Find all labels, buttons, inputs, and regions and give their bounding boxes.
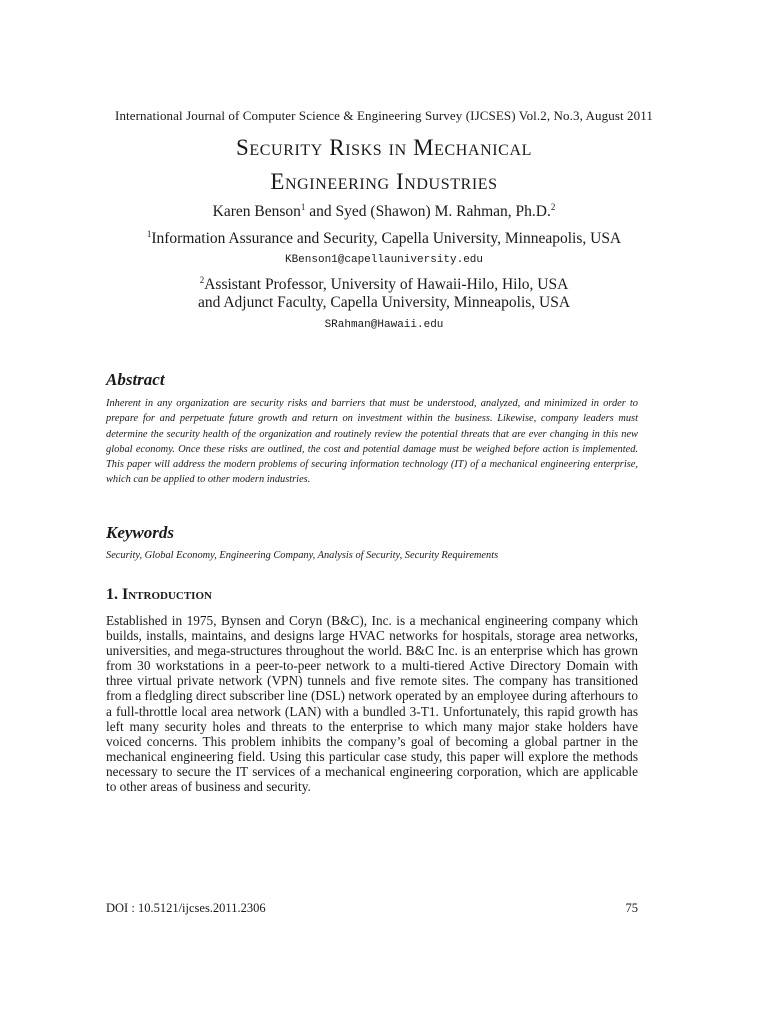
paper-title-line-1: Security Risks in Mechanical <box>236 135 532 160</box>
journal-header: International Journal of Computer Science & Engineering Survey (IJCSES) Vol.2, No.3, August 2011 <box>115 108 653 123</box>
affiliation-2-mark: 2 <box>199 274 205 285</box>
section-title: Introduction <box>122 586 212 603</box>
keywords-heading: Keywords <box>106 523 174 542</box>
author-2-name: and Syed (Shawon) M. Rahman, Ph.D. <box>305 203 551 220</box>
affiliation-2 <box>0 276 768 312</box>
affiliation-2-line-1: Assistant Professor, University of Hawaii-Hilo, Hilo, USA <box>204 276 569 293</box>
abstract-heading: Abstract <box>106 370 165 389</box>
doi-footer: DOI : 10.5121/ijcses.2011.2306 <box>106 901 266 915</box>
affiliation-1 <box>0 230 768 248</box>
author-1-email: KBenson1@capellauniversity.edu <box>284 254 484 266</box>
affiliation-2-line-2: and Adjunct Faculty, Capella University, Minneapolis, USA <box>197 294 571 311</box>
affiliation-1-mark: 1 <box>146 228 152 239</box>
paper-title-line-2: Engineering Industries <box>270 169 498 194</box>
author-1-affiliation-mark: 1 <box>300 201 306 212</box>
introduction-paragraph: Established in 1975, Bynsen and Coryn (B&C), Inc. is a mechanical engineering company which builds, installs, maintains, and designs large HVAC networks for hospitals, storage area networks, universities, and mega-structures throughout the world. B&C Inc. is an enterprise which has grown from 30 workstations in a peer-to-peer network to a multi-tiered Active Directory Domain with three virtual private network (VPN) tunnels and five remote sites. The company has transitioned from a fledgling direct subscriber line (DSL) network operated by an employee during afterhours to a full-throttle local area network (LAN) with a bundled 3-T1. Unfortunately, this rapid growth has left many security holes and threats to the enterprise to which many major stake holders have voiced concerns. This problem inhibits the company’s goal of becoming a global partner in the mechanical engineering field. Using this particular case study, this paper will explore the methods necessary to secure the IT services of a mechanical engineering corporation, which are applicable to other areas of business and security. <box>106 613 638 795</box>
section-number: 1. <box>106 586 122 603</box>
page-number: 75 <box>625 901 638 915</box>
author-1-name: Karen Benson <box>212 203 301 220</box>
section-heading-introduction <box>106 586 212 604</box>
affiliation-1-text: Information Assurance and Security, Capella University, Minneapolis, USA <box>151 230 622 247</box>
keywords-text: Security, Global Economy, Engineering Company, Analysis of Security, Security Requirements <box>106 550 499 561</box>
abstract-text: Inherent in any organization are security risks and barriers that must be understood, analyzed, and minimized in order to prepare for and perpetuate future growth and return on investment within the business. Likewise, company leaders must determine the security health of the organization and routinely review the potential threats that are ever changing in this new global economy. Once these risks are outlined, the cost and potential damage must be weighed before action is implemented. This paper will address the modern problems of securing information technology (IT) of a mechanical engineering enterprise, which can be applied to other modern industries. <box>106 398 638 486</box>
author-2-email: SRahman@Hawaii.edu <box>324 319 444 331</box>
author-list <box>0 203 768 221</box>
author-2-affiliation-mark: 2 <box>550 201 556 212</box>
